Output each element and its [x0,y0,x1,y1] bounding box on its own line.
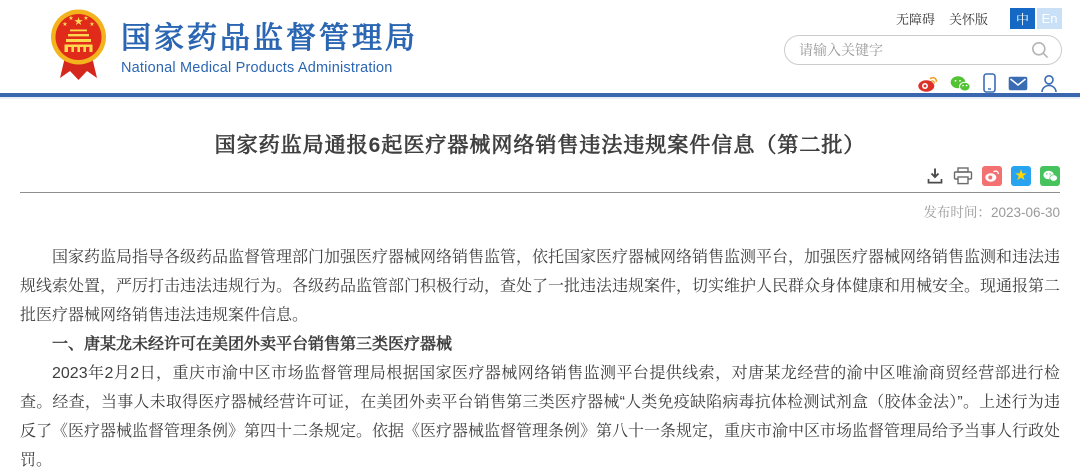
page-title: 国家药监局通报6起医疗器械网络销售违法违规案件信息（第二批） [214,134,866,157]
qzone-star-glyph: ★ [1014,166,1028,184]
svg-text:★: ★ [73,16,84,28]
wechat-icon[interactable] [950,75,971,92]
title-divider [20,192,1060,193]
user-icon[interactable] [1040,74,1058,93]
share-wechat-button[interactable] [1040,166,1060,186]
article-toolbar [20,166,1060,192]
care-version-link[interactable]: 关怀版 [948,12,988,27]
site-header [0,0,1080,93]
share-qzone-button[interactable] [1011,166,1031,186]
national-emblem-icon [50,7,107,90]
svg-text:★: ★ [68,16,74,22]
publish-date-label: 发布时间： [923,205,991,220]
download-icon[interactable] [926,167,944,185]
site-logo[interactable] [50,7,418,90]
print-icon[interactable] [953,167,973,185]
lang-zh-button[interactable]: 中 [1010,8,1035,29]
search-input[interactable] [797,41,1031,59]
social-icons-row [918,73,1062,93]
header-utilities [784,4,1062,93]
intro-paragraph: 国家药监局指导各级药品监督管理部门加强医疗器械网络销售监管，依托国家医疗器械网络销售监测平台，加强医疗器械网络销售监测和违法违规线索处置，严厉打击违法违规行为。各级药品监管部门积极行动，查处了一批违法违规案件，切实维护人民群众身体健康和用械安全。现通报第二批医疗器械网络销售违法违规案件信息。 [20,249,1061,324]
mobile-icon[interactable] [983,73,996,93]
accessibility-link[interactable]: 无障碍 [895,12,935,27]
site-subtitle: National Medical Products Administration [121,59,393,76]
search-icon[interactable] [1031,41,1049,59]
share-weibo-button[interactable] [982,166,1002,186]
section1-heading: 一、唐某龙未经许可在美团外卖平台销售第三类医疗器械 [52,336,453,353]
svg-text:★: ★ [89,22,95,28]
site-title: 国家药品监督管理局 [121,21,418,55]
header-divider-bar [0,93,1080,99]
article-page [0,129,1080,475]
search-box[interactable] [784,35,1062,65]
publish-date-line [20,201,1060,221]
top-links [896,8,1062,29]
mail-icon[interactable] [1008,76,1028,91]
case1-paragraph: 2023年2月2日，重庆市渝中区市场监督管理局根据国家医疗器械网络销售监测平台提供线索，对唐某龙经营的渝中区唯渝商贸经营部进行检查。经查，当事人未取得医疗器械经营许可证，在美团外卖平台销售第三类医疗器械“人类免疫缺陷病毒抗体检测试剂盒（胶体金法）”。上述行为违反了《医疗器械监督管理条例》第四十二条规定。依据《医疗器械监督管理条例》第八十一条规定，重庆市渝中区市场监督管理局给予当事人行政处罚。 [20,365,1061,469]
lang-en-button[interactable]: En [1037,8,1062,29]
svg-text:★: ★ [62,22,68,28]
publish-date-value: 2023-06-30 [990,205,1060,220]
weibo-icon[interactable] [918,75,938,92]
language-toggle [1010,8,1062,29]
svg-text:★: ★ [83,16,89,22]
article-body [20,243,1060,475]
